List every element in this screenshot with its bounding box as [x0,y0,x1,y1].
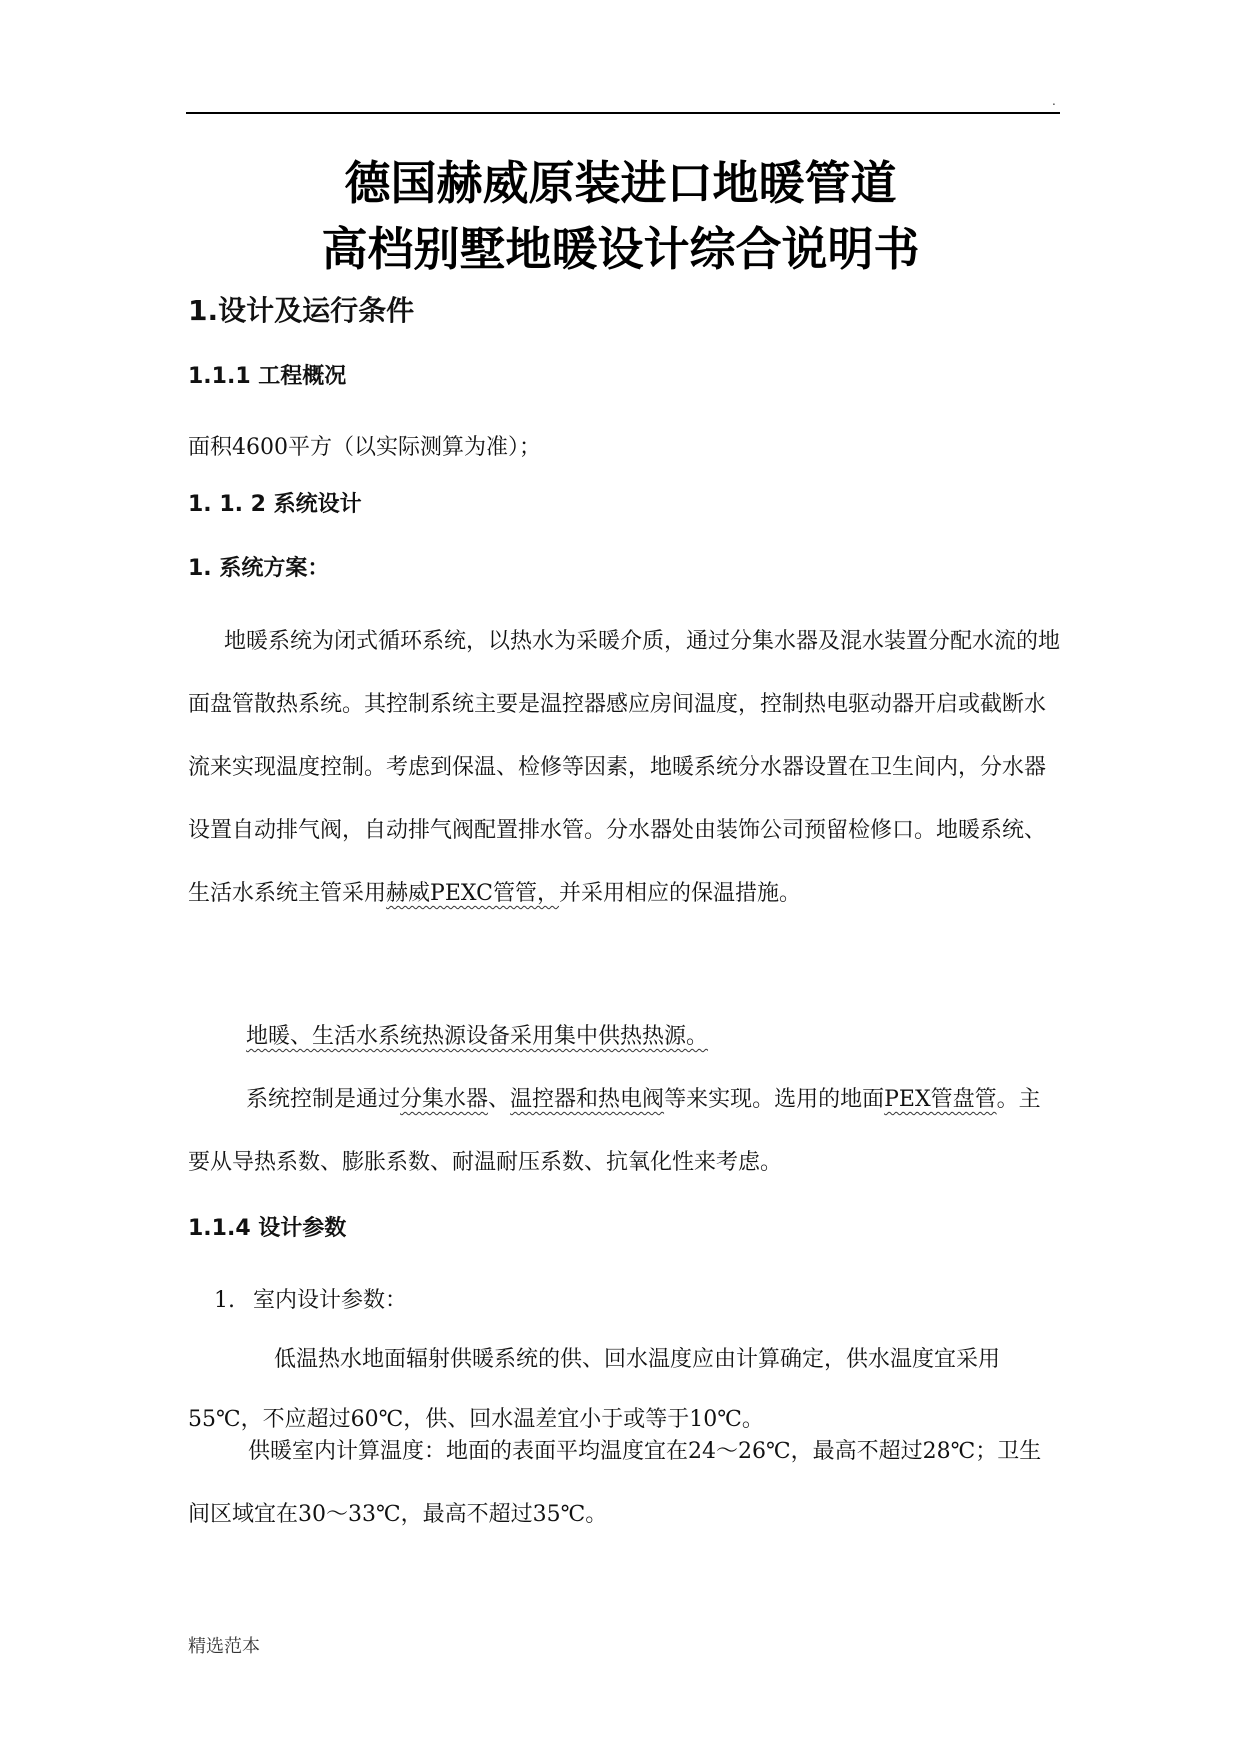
control-text-a: 系统控制是通过 [246,1087,401,1112]
system-plan-text-b: 并采用相应的保温措施。 [559,881,802,906]
pex-pipe-underlined: PEX管盘管 [884,1087,997,1112]
thermostat-underlined: 温控器和热电阀 [510,1087,665,1112]
system-plan-text-a: 地暖系统为闭式循环系统，以热水为采暖介质，通过分集水器及混水装置分配水流的地面盘管散热系统。其控制系统主要是温控器感应房间温度，控制热电驱动器开启或截断水流来实现温度控制。考虑到保温、检修等因素，地暖系统分水器设置在卫生间内，分水器设置自动排气阀，自动排气阀配置排水管。分水器处由装饰公司预留检修口。地暖系统、生活水系统主管采用 [188,629,1061,906]
section-1-heading: 1.设计及运行条件 [188,294,415,327]
document-title-line2: 高档别墅地暖设计综合说明书 [321,222,920,276]
system-plan-heading: 1. 系统方案： [188,556,330,581]
area-text: 面积4600平方（以实际测算为准）； [188,435,541,460]
indoor-temp-paragraph: 供暖室内计算温度：地面的表面平均温度宜在24～26℃，最高不超过28℃；卫生间区域宜在30～33℃，最高不超过35℃。 [188,1439,1042,1527]
heat-source-paragraph [246,1005,1066,1068]
manifold-underlined: 分集水器 [400,1087,489,1112]
control-text-c: 。主要从导热系数、膨胀系数、耐温耐压系数、抗氧化性来考虑。 [188,1087,1041,1175]
heat-source-underlined: 地暖、生活水系统热源设备采用集中供热热源。 [246,1024,709,1049]
section-1-1-2-heading: 1. 1. 2 系统设计 [188,492,362,517]
header-rule [186,112,1060,114]
pexc-pipe-underlined: 赫威PEXC管管， [386,881,559,906]
control-text-b: 等来实现。选用的地面 [664,1087,885,1112]
list-label: 室内设计参数： [253,1288,408,1313]
section-1-1-1-heading: 1.1.1 工程概况 [188,364,347,389]
list-number: 1. [214,1288,235,1313]
footer-text: 精选范本 [188,1636,260,1657]
system-control-paragraph [188,1068,1060,1194]
indoor-params-item [214,1283,407,1314]
header-mark: . [1052,94,1056,108]
control-sep: 、 [488,1087,511,1112]
document-title-line1: 德国赫威原装进口地暖管道 [344,156,897,210]
supply-temp-paragraph: 低温热水地面辐射供暖系统的供、回水温度应由计算确定，供水温度宜采用55℃，不应超过60℃，供、回水温差宜小于或等于10℃。 [188,1347,1001,1432]
system-plan-paragraph [188,610,1060,925]
section-1-1-4-heading: 1.1.4 设计参数 [188,1216,347,1241]
